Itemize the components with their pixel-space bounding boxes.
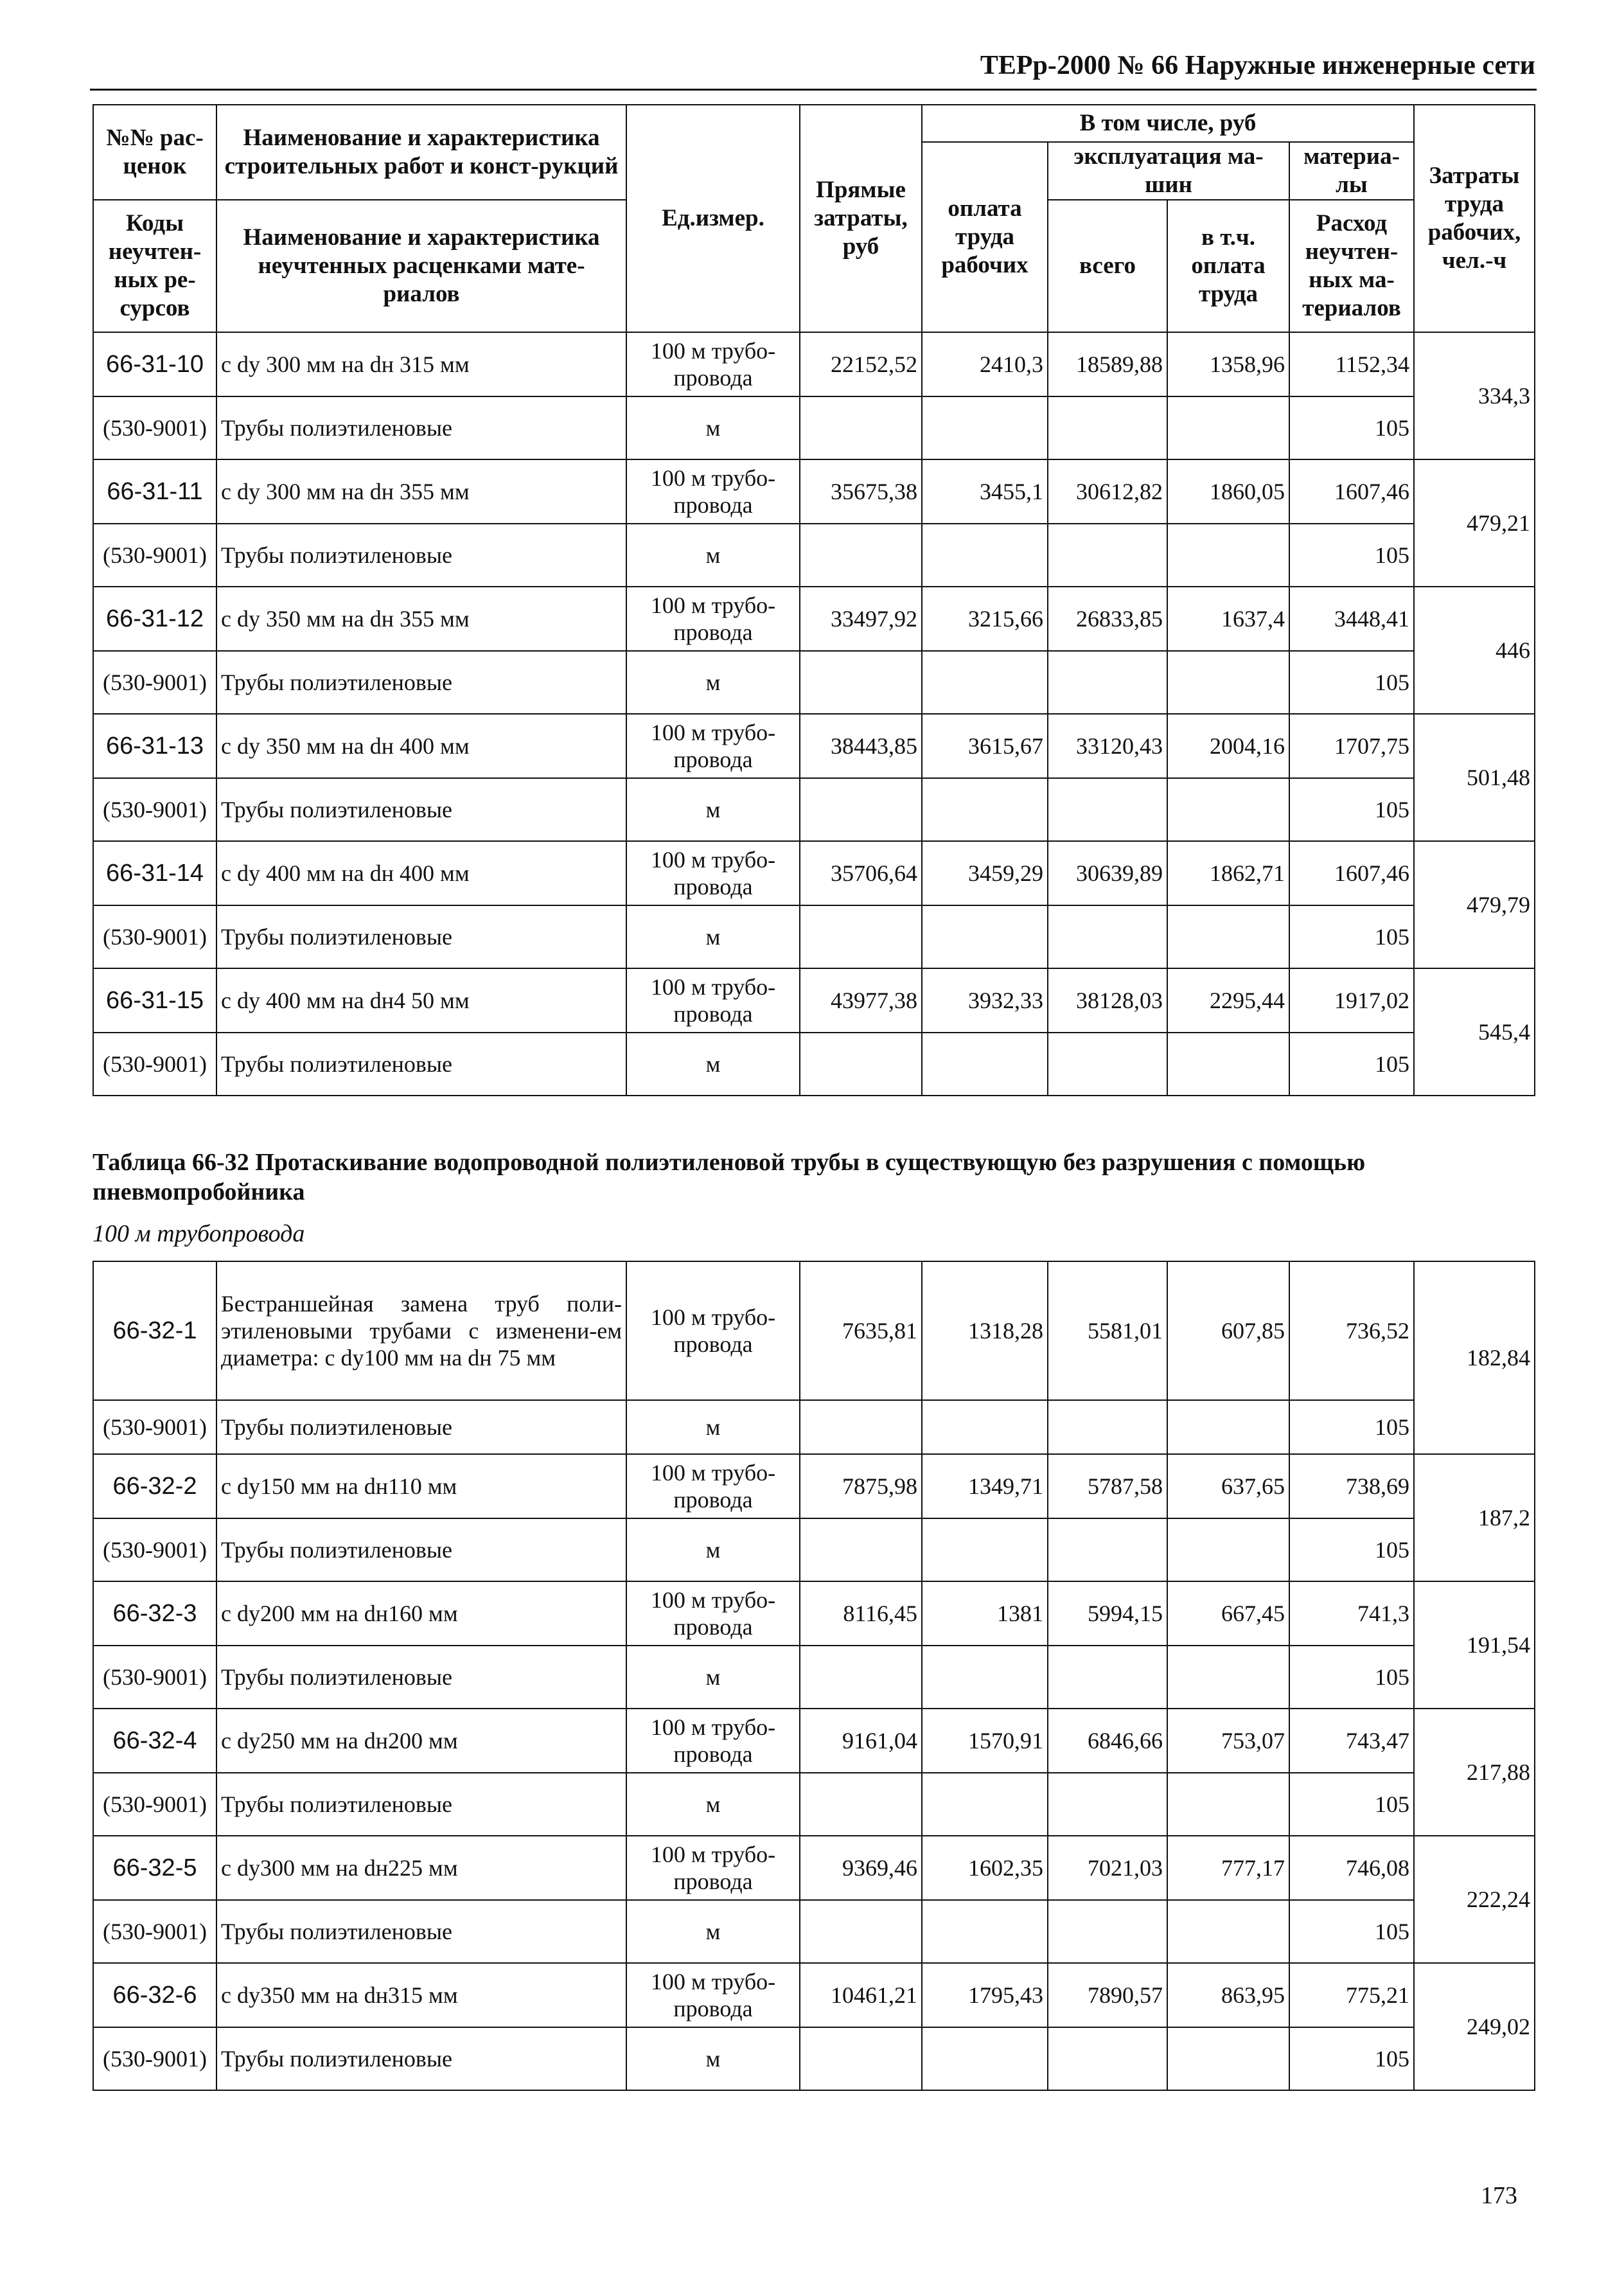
page-number: 173 xyxy=(1481,2182,1517,2209)
labor-pay: 3215,66 xyxy=(922,587,1048,651)
resource-code: (530-9001) xyxy=(93,1033,216,1096)
materials: 1707,75 xyxy=(1289,714,1414,778)
unit-of-measure: 100 м трубо-провода xyxy=(626,459,800,524)
materials: 1917,02 xyxy=(1289,968,1414,1033)
rate-code: 66-32-1 xyxy=(93,1261,216,1400)
direct-empty xyxy=(800,2027,922,2090)
resource-row xyxy=(93,1900,1535,1963)
labor-empty xyxy=(922,1773,1048,1836)
machines-labor-empty xyxy=(1167,1033,1289,1096)
work-name: с dу150 мм на dн110 мм xyxy=(216,1454,626,1518)
rate-code: 66-32-3 xyxy=(93,1581,216,1646)
work-name: с dу 400 мм на dн4 50 мм xyxy=(216,968,626,1033)
materials: 1152,34 xyxy=(1289,332,1414,396)
labor-hours: 187,2 xyxy=(1414,1454,1535,1581)
resource-unit: м xyxy=(626,524,800,587)
labor-pay: 1381 xyxy=(922,1581,1048,1646)
machines-labor-empty xyxy=(1167,1518,1289,1581)
work-name: с dу 400 мм на dн 400 мм xyxy=(216,841,626,905)
resource-name: Трубы полиэтиленовые xyxy=(216,2027,626,2090)
resource-amount: 105 xyxy=(1289,1900,1414,1963)
resource-row xyxy=(93,1400,1535,1454)
labor-empty xyxy=(922,1400,1048,1454)
labor-pay: 2410,3 xyxy=(922,332,1048,396)
machines-total: 5787,58 xyxy=(1048,1454,1167,1518)
resource-amount: 105 xyxy=(1289,1400,1414,1454)
resource-unit: м xyxy=(626,1646,800,1709)
resource-name: Трубы полиэтиленовые xyxy=(216,1773,626,1836)
rate-code: 66-32-5 xyxy=(93,1836,216,1900)
materials: 738,69 xyxy=(1289,1454,1414,1518)
rate-code: 66-31-14 xyxy=(93,841,216,905)
rate-row xyxy=(93,841,1535,905)
materials: 746,08 xyxy=(1289,1836,1414,1900)
direct-empty xyxy=(800,1646,922,1709)
page-header-title: ТЕРр-2000 № 66 Наружные инженерные сети xyxy=(980,51,1535,80)
resource-code: (530-9001) xyxy=(93,524,216,587)
unit-of-measure: 100 м трубо-провода xyxy=(626,968,800,1033)
labor-hours: 222,24 xyxy=(1414,1836,1535,1963)
labor-pay: 3455,1 xyxy=(922,459,1048,524)
machines-labor-empty xyxy=(1167,1773,1289,1836)
materials: 736,52 xyxy=(1289,1261,1414,1400)
rate-code: 66-31-13 xyxy=(93,714,216,778)
rate-row xyxy=(93,1709,1535,1773)
labor-empty xyxy=(922,524,1048,587)
machines-labor-empty xyxy=(1167,905,1289,968)
machines-empty xyxy=(1048,1518,1167,1581)
labor-pay: 3615,67 xyxy=(922,714,1048,778)
resource-row xyxy=(93,1518,1535,1581)
direct-empty xyxy=(800,1518,922,1581)
machines-labor: 1358,96 xyxy=(1167,332,1289,396)
resource-row xyxy=(93,2027,1535,2090)
rates-table-66-32 xyxy=(93,1261,1535,2091)
rate-row xyxy=(93,1261,1535,1400)
resource-code: (530-9001) xyxy=(93,651,216,714)
col-rate-no: №№ рас-ценок xyxy=(93,105,216,200)
col-direct-costs: Прямые затраты, руб xyxy=(800,105,922,332)
machines-total: 18589,88 xyxy=(1048,332,1167,396)
labor-empty xyxy=(922,905,1048,968)
col-unaccounted-codes: Коды неучтен-ных ре-сурсов xyxy=(93,200,216,332)
unit-of-measure: 100 м трубо-провода xyxy=(626,332,800,396)
machines-labor-empty xyxy=(1167,2027,1289,2090)
machines-labor: 1862,71 xyxy=(1167,841,1289,905)
col-materials: материа-лы xyxy=(1289,142,1414,200)
resource-unit: м xyxy=(626,1773,800,1836)
labor-pay: 1349,71 xyxy=(922,1454,1048,1518)
labor-empty xyxy=(922,396,1048,459)
direct-costs: 43977,38 xyxy=(800,968,922,1033)
machines-total: 38128,03 xyxy=(1048,968,1167,1033)
resource-amount: 105 xyxy=(1289,396,1414,459)
machines-total: 5581,01 xyxy=(1048,1261,1167,1400)
materials: 1607,46 xyxy=(1289,459,1414,524)
labor-empty xyxy=(922,2027,1048,2090)
resource-unit: м xyxy=(626,2027,800,2090)
machines-total: 7021,03 xyxy=(1048,1836,1167,1900)
resource-amount: 105 xyxy=(1289,1033,1414,1096)
direct-empty xyxy=(800,1900,922,1963)
machines-empty xyxy=(1048,1900,1167,1963)
resource-code: (530-9001) xyxy=(93,396,216,459)
rates-table-66-31 xyxy=(93,104,1535,1096)
machines-labor-empty xyxy=(1167,778,1289,841)
col-unaccounted-use: Расход неучтен-ных ма-териалов xyxy=(1289,200,1414,332)
machines-total: 5994,15 xyxy=(1048,1581,1167,1646)
unit-of-measure: 100 м трубо-провода xyxy=(626,1836,800,1900)
resource-row xyxy=(93,778,1535,841)
rate-row xyxy=(93,714,1535,778)
resource-code: (530-9001) xyxy=(93,1900,216,1963)
col-work-name: Наименование и характеристика строительных работ и конст-рукций xyxy=(216,105,626,200)
unit-of-measure: 100 м трубо-провода xyxy=(626,841,800,905)
work-name: с dу 300 мм на dн 355 мм xyxy=(216,459,626,524)
rate-code: 66-31-12 xyxy=(93,587,216,651)
labor-pay: 1570,91 xyxy=(922,1709,1048,1773)
direct-costs: 7875,98 xyxy=(800,1454,922,1518)
work-name: с dу 300 мм на dн 315 мм xyxy=(216,332,626,396)
resource-name: Трубы полиэтиленовые xyxy=(216,396,626,459)
labor-empty xyxy=(922,778,1048,841)
labor-pay: 1795,43 xyxy=(922,1963,1048,2027)
direct-costs: 35706,64 xyxy=(800,841,922,905)
labor-pay: 3459,29 xyxy=(922,841,1048,905)
labor-empty xyxy=(922,1646,1048,1709)
rate-code: 66-32-2 xyxy=(93,1454,216,1518)
col-machines-total: всего xyxy=(1048,200,1167,332)
direct-empty xyxy=(800,1400,922,1454)
resource-name: Трубы полиэтиленовые xyxy=(216,778,626,841)
labor-hours: 334,3 xyxy=(1414,332,1535,459)
resource-code: (530-9001) xyxy=(93,1646,216,1709)
table-unit-caption: 100 м трубопровода xyxy=(93,1220,305,1247)
resource-name: Трубы полиэтиленовые xyxy=(216,1400,626,1454)
labor-empty xyxy=(922,1033,1048,1096)
machines-labor-empty xyxy=(1167,396,1289,459)
materials: 1607,46 xyxy=(1289,841,1414,905)
direct-empty xyxy=(800,396,922,459)
machines-empty xyxy=(1048,905,1167,968)
work-name: с dу 350 мм на dн 400 мм xyxy=(216,714,626,778)
work-name: с dу250 мм на dн200 мм xyxy=(216,1709,626,1773)
resource-name: Трубы полиэтиленовые xyxy=(216,651,626,714)
resource-unit: м xyxy=(626,1900,800,1963)
resource-amount: 105 xyxy=(1289,2027,1414,2090)
machines-empty xyxy=(1048,651,1167,714)
labor-pay: 3932,33 xyxy=(922,968,1048,1033)
resource-code: (530-9001) xyxy=(93,1773,216,1836)
col-including: В том числе, руб xyxy=(922,105,1414,142)
header-divider xyxy=(90,89,1537,91)
resource-unit: м xyxy=(626,651,800,714)
machines-labor: 2004,16 xyxy=(1167,714,1289,778)
unit-of-measure: 100 м трубо-провода xyxy=(626,714,800,778)
rate-row xyxy=(93,587,1535,651)
resource-code: (530-9001) xyxy=(93,1518,216,1581)
resource-amount: 105 xyxy=(1289,524,1414,587)
work-name: с dу200 мм на dн160 мм xyxy=(216,1581,626,1646)
resource-row xyxy=(93,905,1535,968)
machines-total: 6846,66 xyxy=(1048,1709,1167,1773)
materials: 743,47 xyxy=(1289,1709,1414,1773)
resource-name: Трубы полиэтиленовые xyxy=(216,1518,626,1581)
col-unit: Ед.измер. xyxy=(626,105,800,332)
direct-empty xyxy=(800,1773,922,1836)
labor-pay: 1318,28 xyxy=(922,1261,1048,1400)
labor-hours: 545,4 xyxy=(1414,968,1535,1096)
labor-hours: 479,79 xyxy=(1414,841,1535,968)
resource-amount: 105 xyxy=(1289,1646,1414,1709)
machines-total: 30612,82 xyxy=(1048,459,1167,524)
machines-empty xyxy=(1048,778,1167,841)
work-name: с dу300 мм на dн225 мм xyxy=(216,1836,626,1900)
resource-name: Трубы полиэтиленовые xyxy=(216,1033,626,1096)
machines-labor-empty xyxy=(1167,1400,1289,1454)
rate-row xyxy=(93,1836,1535,1900)
rate-code: 66-32-6 xyxy=(93,1963,216,2027)
resource-code: (530-9001) xyxy=(93,2027,216,2090)
unit-of-measure: 100 м трубо-провода xyxy=(626,1709,800,1773)
machines-total: 33120,43 xyxy=(1048,714,1167,778)
resource-unit: м xyxy=(626,1400,800,1454)
col-unaccounted-name: Наименование и характеристика неучтенных расценками мате-риалов xyxy=(216,200,626,332)
resource-row xyxy=(93,1646,1535,1709)
resource-amount: 105 xyxy=(1289,1773,1414,1836)
col-labor-pay: оплата труда рабочих xyxy=(922,142,1048,332)
machines-total: 26833,85 xyxy=(1048,587,1167,651)
resource-name: Трубы полиэтиленовые xyxy=(216,1646,626,1709)
machines-empty xyxy=(1048,1646,1167,1709)
direct-costs: 9369,46 xyxy=(800,1836,922,1900)
materials: 775,21 xyxy=(1289,1963,1414,2027)
resource-name: Трубы полиэтиленовые xyxy=(216,1900,626,1963)
resource-amount: 105 xyxy=(1289,905,1414,968)
machines-empty xyxy=(1048,1033,1167,1096)
labor-pay: 1602,35 xyxy=(922,1836,1048,1900)
machines-labor: 753,07 xyxy=(1167,1709,1289,1773)
machines-labor-empty xyxy=(1167,524,1289,587)
rate-code: 66-31-15 xyxy=(93,968,216,1033)
machines-empty xyxy=(1048,524,1167,587)
machines-labor: 667,45 xyxy=(1167,1581,1289,1646)
unit-of-measure: 100 м трубо-провода xyxy=(626,1581,800,1646)
rate-code: 66-31-11 xyxy=(93,459,216,524)
unit-of-measure: 100 м трубо-провода xyxy=(626,1963,800,2027)
direct-costs: 7635,81 xyxy=(800,1261,922,1400)
direct-empty xyxy=(800,524,922,587)
machines-total: 7890,57 xyxy=(1048,1963,1167,2027)
labor-hours: 479,21 xyxy=(1414,459,1535,587)
direct-empty xyxy=(800,1033,922,1096)
resource-unit: м xyxy=(626,905,800,968)
machines-labor: 1637,4 xyxy=(1167,587,1289,651)
machines-labor: 1860,05 xyxy=(1167,459,1289,524)
materials: 3448,41 xyxy=(1289,587,1414,651)
resource-code: (530-9001) xyxy=(93,905,216,968)
direct-costs: 33497,92 xyxy=(800,587,922,651)
work-name: с dу 350 мм на dн 355 мм xyxy=(216,587,626,651)
rate-row xyxy=(93,1963,1535,2027)
machines-empty xyxy=(1048,1773,1167,1836)
direct-empty xyxy=(800,905,922,968)
labor-hours: 249,02 xyxy=(1414,1963,1535,2090)
resource-unit: м xyxy=(626,1033,800,1096)
direct-costs: 22152,52 xyxy=(800,332,922,396)
direct-costs: 9161,04 xyxy=(800,1709,922,1773)
direct-costs: 8116,45 xyxy=(800,1581,922,1646)
machines-empty xyxy=(1048,1400,1167,1454)
machines-labor: 863,95 xyxy=(1167,1963,1289,2027)
resource-row xyxy=(93,1773,1535,1836)
col-machines-labor: в т.ч. оплата труда xyxy=(1167,200,1289,332)
rate-row xyxy=(93,459,1535,524)
rate-code: 66-32-4 xyxy=(93,1709,216,1773)
unit-of-measure: 100 м трубо-провода xyxy=(626,1261,800,1400)
rate-row xyxy=(93,332,1535,396)
labor-hours: 446 xyxy=(1414,587,1535,714)
machines-labor-empty xyxy=(1167,651,1289,714)
direct-empty xyxy=(800,651,922,714)
resource-name: Трубы полиэтиленовые xyxy=(216,524,626,587)
resource-unit: м xyxy=(626,778,800,841)
rate-row xyxy=(93,1454,1535,1518)
col-machines: эксплуатация ма-шин xyxy=(1048,142,1289,200)
machines-empty xyxy=(1048,396,1167,459)
machines-labor: 2295,44 xyxy=(1167,968,1289,1033)
labor-empty xyxy=(922,651,1048,714)
machines-labor: 637,65 xyxy=(1167,1454,1289,1518)
rate-row xyxy=(93,968,1535,1033)
resource-code: (530-9001) xyxy=(93,778,216,841)
labor-empty xyxy=(922,1518,1048,1581)
direct-costs: 38443,85 xyxy=(800,714,922,778)
unit-of-measure: 100 м трубо-провода xyxy=(626,587,800,651)
resource-amount: 105 xyxy=(1289,651,1414,714)
work-name: с dу350 мм на dн315 мм xyxy=(216,1963,626,2027)
machines-empty xyxy=(1048,2027,1167,2090)
resource-amount: 105 xyxy=(1289,1518,1414,1581)
labor-hours: 501,48 xyxy=(1414,714,1535,841)
machines-labor-empty xyxy=(1167,1900,1289,1963)
resource-row xyxy=(93,524,1535,587)
machines-labor: 607,85 xyxy=(1167,1261,1289,1400)
rate-row xyxy=(93,1581,1535,1646)
unit-of-measure: 100 м трубо-провода xyxy=(626,1454,800,1518)
resource-unit: м xyxy=(626,396,800,459)
table-caption: Таблица 66-32 Протаскивание водопроводной полиэтиленовой трубы в существующую без разрушения с помощью пневмопробойника xyxy=(93,1149,1366,1205)
resource-name: Трубы полиэтиленовые xyxy=(216,905,626,968)
resource-row xyxy=(93,1033,1535,1096)
direct-costs: 35675,38 xyxy=(800,459,922,524)
machines-total: 30639,89 xyxy=(1048,841,1167,905)
rate-code: 66-31-10 xyxy=(93,332,216,396)
labor-hours: 217,88 xyxy=(1414,1709,1535,1836)
direct-costs: 10461,21 xyxy=(800,1963,922,2027)
labor-hours: 191,54 xyxy=(1414,1581,1535,1709)
resource-amount: 105 xyxy=(1289,778,1414,841)
machines-labor: 777,17 xyxy=(1167,1836,1289,1900)
resource-row xyxy=(93,396,1535,459)
labor-hours: 182,84 xyxy=(1414,1261,1535,1454)
resource-code: (530-9001) xyxy=(93,1400,216,1454)
direct-empty xyxy=(800,778,922,841)
labor-empty xyxy=(922,1900,1048,1963)
materials: 741,3 xyxy=(1289,1581,1414,1646)
resource-row xyxy=(93,651,1535,714)
resource-unit: м xyxy=(626,1518,800,1581)
work-name: Бестраншейная замена труб поли-этиленовыми трубами с изменени-ем диаметра: с dу100 мм на dн 75 мм xyxy=(216,1261,626,1400)
machines-labor-empty xyxy=(1167,1646,1289,1709)
col-labor-cost: Затраты труда рабочих, чел.-ч xyxy=(1414,105,1535,332)
